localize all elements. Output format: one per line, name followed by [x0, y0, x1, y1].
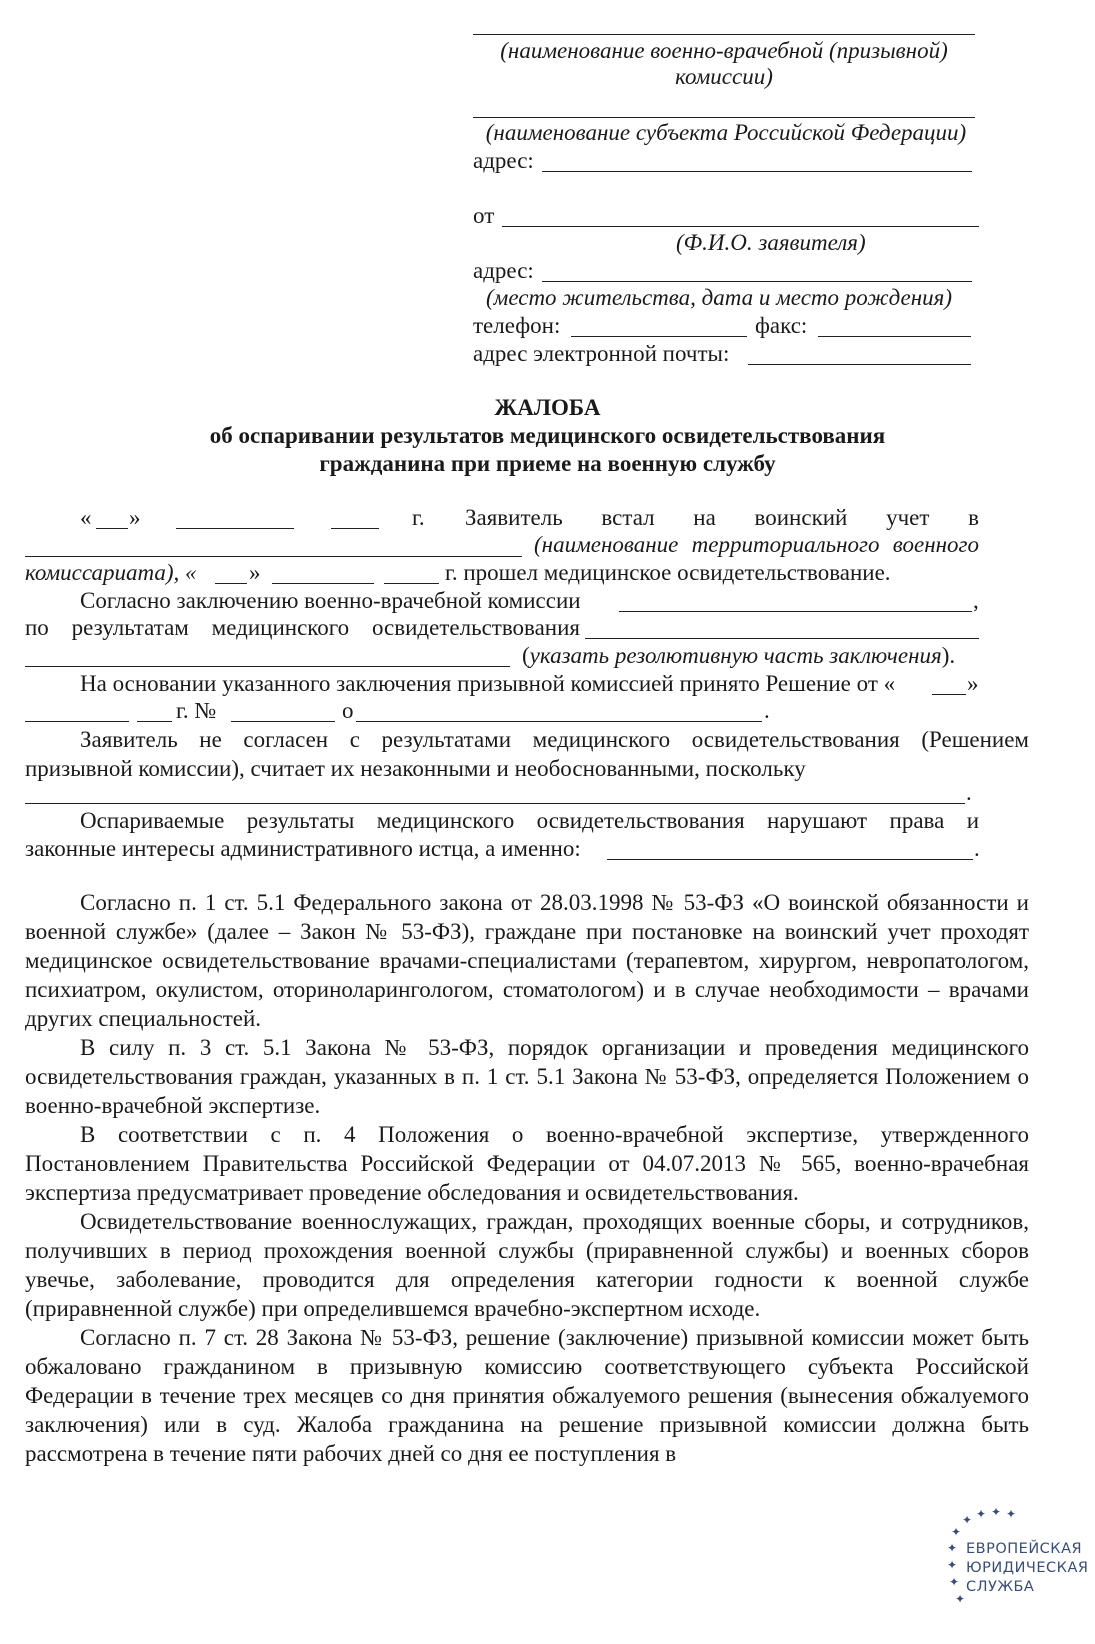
residence-caption: (место жительства, дата и место рождения)	[486, 285, 952, 310]
reg-day-blank	[96, 528, 128, 529]
commissariat-blank	[25, 556, 522, 557]
decision-about-label: о	[342, 698, 354, 723]
address-label: адрес:	[473, 148, 534, 173]
phone-line	[571, 336, 747, 337]
disagreement-paragraph-wrap	[25, 725, 1029, 783]
document-subtitle-1: об оспаривании результатов медицинского освидетельствования	[209, 423, 886, 448]
fio-caption: (Ф.И.О. заявителя)	[676, 230, 866, 255]
legal-text	[25, 888, 1029, 1468]
exam-results-blank	[585, 638, 979, 639]
address2-label: адрес:	[473, 258, 534, 283]
svg-text:✦: ✦	[962, 1513, 973, 1527]
svg-text:✦: ✦	[991, 1508, 1002, 1519]
exam-month-blank	[272, 583, 374, 584]
vvk-conclusion-text: Согласно заключению военно-врачебной комиссии	[80, 588, 581, 613]
svg-text:✦: ✦	[947, 1541, 958, 1555]
svg-text:✦: ✦	[951, 1525, 962, 1539]
svg-text:✦: ✦	[1006, 1508, 1017, 1521]
disagreement-reason-blank	[25, 803, 965, 804]
exam-date-quote-close: »	[249, 560, 261, 585]
fax-label: факс:	[755, 313, 808, 338]
resolution-caption	[522, 642, 955, 670]
vvk-name-blank	[619, 611, 972, 612]
address2-line	[542, 281, 972, 282]
commissariat-caption: (наименование территориального военного	[534, 532, 979, 557]
reg-month-blank	[176, 528, 294, 529]
resolution-caption-text: указать резолютивную часть заключения	[529, 643, 942, 668]
exam-day-blank	[215, 583, 247, 584]
reg-date-quote-close: »	[129, 505, 141, 530]
phone-label: телефон:	[473, 313, 561, 338]
resolution-open: (	[522, 643, 530, 668]
svg-text:✦: ✦	[947, 1558, 958, 1572]
decision-number-blank	[231, 721, 335, 722]
disagreement-dot: .	[966, 780, 972, 805]
subject-name-line	[473, 117, 975, 118]
logo-text	[966, 1540, 1088, 1597]
resolution-close: ).	[941, 643, 956, 668]
svg-text:✦: ✦	[955, 1592, 966, 1606]
decision-month-blank	[25, 721, 129, 722]
exam-text: г. прошел медицинское освидетельствование.	[445, 560, 891, 585]
disagreement-paragraph: Заявитель не согласен с результатами медицинского освидетельствования (Решением призывной комиссии), считает их незаконными и необоснованными, поскольку	[25, 727, 1029, 781]
reg-year-blank	[331, 528, 379, 529]
violation-text-2: законные интересы административного истца, а именно:	[25, 836, 581, 861]
reg-date-quote-open: «	[80, 505, 92, 530]
address-line	[542, 171, 972, 172]
reg-text: Заявитель встал на воинский учет в	[465, 505, 979, 530]
email-label: адрес электронной почты:	[473, 341, 730, 366]
company-logo	[938, 1508, 1088, 1628]
document-subtitle-2: гражданина при приеме на военную службу	[319, 451, 776, 476]
logo-line-1: ЕВРОПЕЙСКАЯ	[966, 1541, 1083, 1557]
decision-year-blank	[137, 721, 172, 722]
paragraph-3: В соответствии с п. 4 Положения о военно-врачебной экспертизе, утвержденного Постановлением Правительства Российской Федерации от 04.07.2013 № 565, военно-врачебная экспертиза предусматривает проведение обследования и освидетельствования.	[25, 1122, 1029, 1205]
decision-text: На основании указанного заключения призывной комиссией принято Решение от «	[80, 671, 896, 696]
from-label: от	[473, 203, 495, 228]
svg-text:✦: ✦	[949, 1575, 960, 1589]
commission-caption-1: (наименование военно-врачебной (призывной)	[500, 38, 948, 63]
paragraph-4: Освидетельствование военнослужащих, граждан, проходящих военные сборы, и сотрудников, получивших в период прохождения военной службы (приравненной службы) и военных сборов увечье, заболевание, проводится для определения категории годности к военной службе (приравненной службе) при определившемся врачебно-экспертном исходе.	[25, 1209, 1029, 1321]
paragraph-1: Согласно п. 1 ст. 5.1 Федерального закона от 28.03.1998 № 53-ФЗ «О воинской обязанности и военной службе» (далее – Закон № 53-ФЗ), граждане при постановке на воинский учет проходят медицинское освидетельствование врачами-специалистами (терапевтом, хирургом, невропатологом, психиатром, окулистом, оториноларингологом, стоматологом) и в случае необходимости – врачами других специальностей.	[25, 890, 1029, 1031]
fax-line	[818, 336, 971, 337]
paragraph-2: В силу п. 3 ст. 5.1 Закона № 53-ФЗ, порядок организации и проведения медицинского освидетельствования граждан, указанных в п. 1 ст. 5.1 Закона № 53-ФЗ, определяется Положением о военно-врачебной экспертизе.	[25, 1035, 1029, 1118]
violation-blank	[607, 859, 973, 860]
violation-dot: .	[974, 836, 980, 861]
subject-caption: (наименование субъекта Российской Федерации)	[485, 120, 967, 145]
exam-results-text: по результатам медицинского освидетельствования	[25, 615, 580, 640]
commissariat-caption-end-text: комиссариата), «	[25, 560, 197, 585]
decision-about-blank	[356, 721, 762, 722]
commission-caption-2: комиссии)	[675, 64, 773, 89]
logo-line-2: ЮРИДИЧЕСКАЯ	[966, 1560, 1089, 1576]
svg-text:✦: ✦	[976, 1508, 987, 1521]
decision-number-label: г. №	[176, 698, 217, 723]
resolution-blank	[25, 666, 510, 667]
document-title: ЖАЛОБА	[494, 395, 601, 420]
violation-text: Оспариваемые результаты медицинского освидетельствования нарушают права и	[80, 808, 979, 833]
decision-dot: .	[764, 698, 770, 723]
exam-year-blank	[384, 583, 439, 584]
commission-name-line	[473, 34, 975, 35]
email-line	[748, 364, 971, 365]
decision-quote-close: »	[967, 671, 979, 696]
reg-year-suffix: г.	[412, 505, 425, 530]
vvk-comma: ,	[973, 588, 979, 613]
commissariat-caption-end	[25, 559, 197, 587]
paragraph-5: Согласно п. 7 ст. 28 Закона № 53-ФЗ, решение (заключение) призывной комиссии может быть обжаловано гражданином в призывную комиссию соответствующего субъекта Российской Федерации в течение трех месяцев со дня принятия обжалуемого решения (вынесения обжалуемого заключения) или в суд. Жалоба гражданина на решение призывной комиссии должна быть рассмотрена в течение пяти рабочих дней со дня ее поступления в	[25, 1325, 1029, 1466]
from-line	[502, 226, 979, 227]
decision-day-blank	[932, 694, 966, 695]
logo-line-3: СЛУЖБА	[966, 1579, 1035, 1595]
